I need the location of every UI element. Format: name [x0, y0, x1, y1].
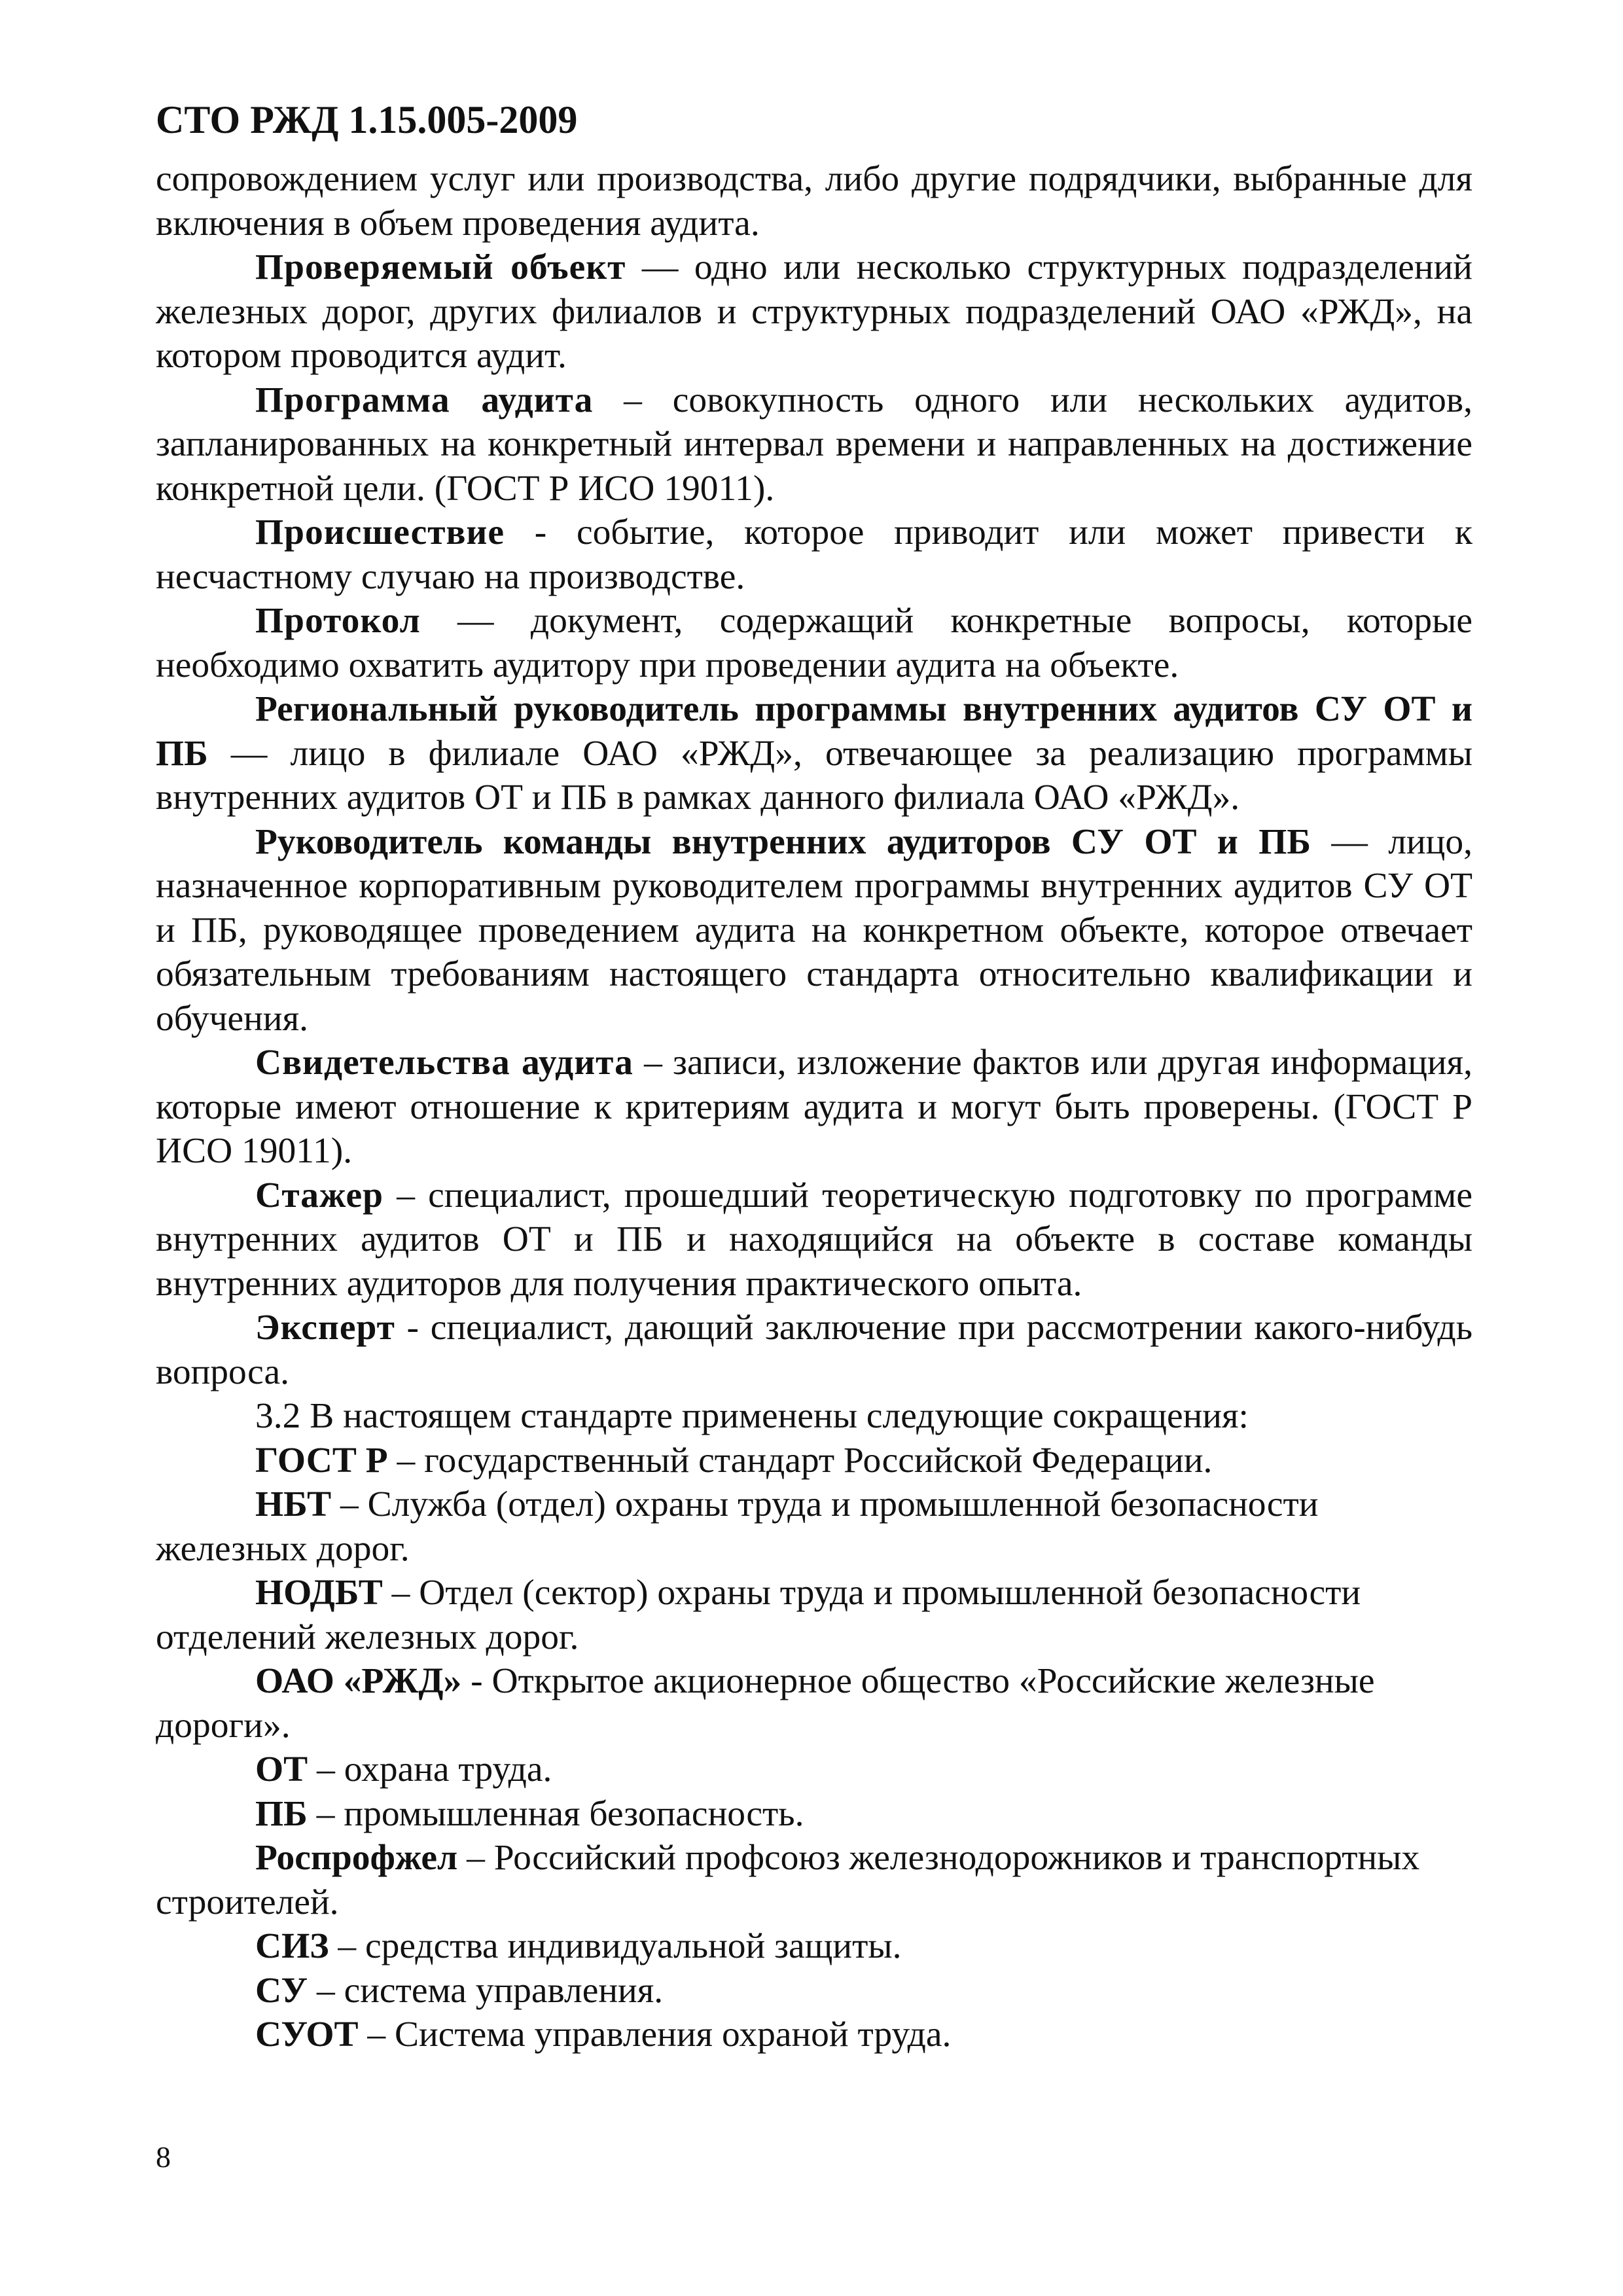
definition-text: событие, которое приводит или может привести к несчастному случаю на производстве. [156, 512, 1473, 597]
definition-term: Программа аудита [255, 380, 594, 420]
abbreviation-text: система управления. [344, 1970, 664, 2011]
abbreviation-text: промышленная безопасность. [344, 1793, 804, 1834]
definition-paragraph: Протокол — документ, содержащий конкретные вопросы, которые необходимо охватить аудитору при проведении аудита на объекте. [156, 601, 1472, 685]
abbreviation-entry: СИЗ – средства индивидуальной защиты. [255, 1926, 902, 1966]
abbreviation-text: средства индивидуальной защиты. [365, 1926, 902, 1966]
continuation-paragraph: сопровождением услуг или производства, либо другие подрядчики, выбранные для включения в объем проведения аудита. [156, 159, 1472, 243]
abbreviation-text: Система управления охраной труда. [395, 2015, 952, 2054]
definition-term: Происшествие [255, 512, 505, 552]
abbreviation-term: СИЗ [255, 1926, 329, 1966]
section-intro: 3.2 В настоящем стандарте применены следующие сокращения: [255, 1396, 1249, 1436]
definition-paragraph: Программа аудита – совокупность одного или нескольких аудитов, запланированных на конкретный интервал времени и направленных на достижение конкретной цели. (ГОСТ Р ИСО 19011). [156, 380, 1472, 509]
definition-paragraph: Происшествие - событие, которое приводит или может привести к несчастному случаю на производстве. [156, 512, 1473, 597]
definition-text: специалист, дающий заключение при рассмотрении какого-нибудь вопроса. [156, 1308, 1473, 1392]
definition-paragraph: Проверяемый объект — одно или несколько структурных подразделений железных дорог, других филиалов и структурных подразделений ОАО «РЖД», на котором проводится аудит. [156, 247, 1473, 376]
abbreviation-entry: НОДБТ – Отдел (сектор) охраны труда и промышленной безопасности отделений железных дорог. [156, 1573, 1361, 1657]
abbreviation-entry: ГОСТ Р – государственный стандарт Российской Федерации. [255, 1440, 1213, 1480]
definition-paragraph: Эксперт - специалист, дающий заключение при рассмотрении какого-нибудь вопроса. [156, 1308, 1473, 1392]
abbreviation-entry: Роспрофжел – Российский профсоюз железнодорожников и транспортных строителей. [156, 1838, 1420, 1922]
document-code: СТО РЖД 1.15.005-2009 [156, 98, 578, 141]
definition-paragraph: Стажер – специалист, прошедший теоретическую подготовку по программе внутренних аудитов ОТ и ПБ и находящийся на объекте в составе команды внутренних аудиторов для получения практического опыта. [156, 1175, 1472, 1304]
abbreviation-entry: ОТ – охрана труда. [255, 1749, 552, 1789]
abbreviation-term: СУ [255, 1970, 308, 2011]
abbreviation-term: НБТ [255, 1484, 332, 1524]
abbreviation-entry: СУ – система управления. [255, 1970, 664, 2011]
abbreviation-term: ПБ [255, 1793, 308, 1834]
definition-term: Проверяемый объект [255, 247, 626, 287]
abbreviation-text: Открытое акционерное общество «Российские железные дороги». [156, 1661, 1375, 1746]
abbreviation-text: охрана труда. [344, 1749, 552, 1789]
definition-text: специалист, прошедший теоретическую подготовку по программе внутренних аудитов ОТ и ПБ и находящийся на объекте в составе команды внутренних аудиторов для получения практического опыта. [156, 1175, 1472, 1304]
definition-text: одно или несколько структурных подразделений железных дорог, других филиалов и структурных подразделений ОАО «РЖД», на котором проводится аудит. [156, 247, 1473, 376]
abbreviation-text: Отдел (сектор) охраны труда и промышленной безопасности отделений железных дорог. [156, 1573, 1361, 1657]
definition-paragraph: Региональный руководитель программы внутренних аудитов СУ ОТ и ПБ — лицо в филиале ОАО «РЖД», отвечающее за реализацию программы внутренних аудитов ОТ и ПБ в рамках данного филиала ОАО «РЖД». [156, 689, 1472, 817]
abbreviation-term: СУОТ [255, 2015, 359, 2054]
abbreviation-entry: НБТ – Служба (отдел) охраны труда и промышленной безопасности железных дорог. [156, 1484, 1319, 1569]
definition-term: Руководитель команды внутренних аудиторов СУ ОТ и ПБ [255, 821, 1311, 862]
definition-text: документ, содержащий конкретные вопросы, которые необходимо охватить аудитору при проведении аудита на объекте. [156, 601, 1472, 685]
abbreviation-term: ГОСТ Р [255, 1440, 388, 1480]
definition-term: Протокол [255, 601, 421, 641]
abbreviation-text: Служба (отдел) охраны труда и промышленной безопасности железных дорог. [156, 1484, 1319, 1569]
document-body [156, 157, 1472, 2057]
abbreviation-entry: ПБ – промышленная безопасность. [255, 1793, 804, 1834]
abbreviation-term: ОТ [255, 1749, 308, 1789]
definition-text: записи, изложение фактов или другая информация, которые имеют отношение к критериям аудита и могут быть проверены. (ГОСТ Р ИСО 19011). [156, 1043, 1472, 1171]
abbreviation-term: НОДБТ [255, 1573, 383, 1613]
definition-text: совокупность одного или нескольких аудитов, запланированных на конкретный интервал времени и направленных на достижение конкретной цели. (ГОСТ Р ИСО 19011). [156, 380, 1472, 509]
definition-text: лицо, назначенное корпоративным руководителем программы внутренних аудитов СУ ОТ и ПБ, руководящее проведением аудита на конкретном объекте, которое отвечает обязательным требованиям настоящего стандарта относительно квалификации и обучения. [156, 821, 1472, 1039]
definition-term: Стажер [255, 1175, 384, 1215]
abbreviation-entry: ОАО «РЖД» - Открытое акционерное общество «Российские железные дороги». [156, 1661, 1375, 1746]
abbreviation-term: ОАО «РЖД» [255, 1661, 462, 1701]
definition-paragraph: Руководитель команды внутренних аудиторов СУ ОТ и ПБ — лицо, назначенное корпоративным руководителем программы внутренних аудитов СУ ОТ и ПБ, руководящее проведением аудита на конкретном объекте, которое отвечает обязательным требованиям настоящего стандарта относительно квалификации и обучения. [156, 821, 1472, 1039]
definition-text: лицо в филиале ОАО «РЖД», отвечающее за реализацию программы внутренних аудитов ОТ и ПБ в рамках данного филиала ОАО «РЖД». [156, 733, 1472, 817]
definition-term: Региональный руководитель программы внутренних аудитов СУ ОТ и ПБ [156, 689, 1472, 774]
definition-term: Свидетельства аудита [255, 1043, 633, 1083]
definition-paragraph: Свидетельства аудита – записи, изложение фактов или другая информация, которые имеют отношение к критериям аудита и могут быть проверены. (ГОСТ Р ИСО 19011). [156, 1043, 1472, 1171]
abbreviation-term: Роспрофжел [255, 1838, 458, 1878]
abbreviation-text: государственный стандарт Российской Федерации. [424, 1440, 1213, 1480]
abbreviation-text: Российский профсоюз железнодорожников и транспортных строителей. [156, 1838, 1420, 1922]
page-number: 8 [156, 2140, 171, 2174]
abbreviation-entry: СУОТ – Система управления охраной труда. [255, 2015, 952, 2054]
definition-term: Эксперт [255, 1308, 395, 1348]
